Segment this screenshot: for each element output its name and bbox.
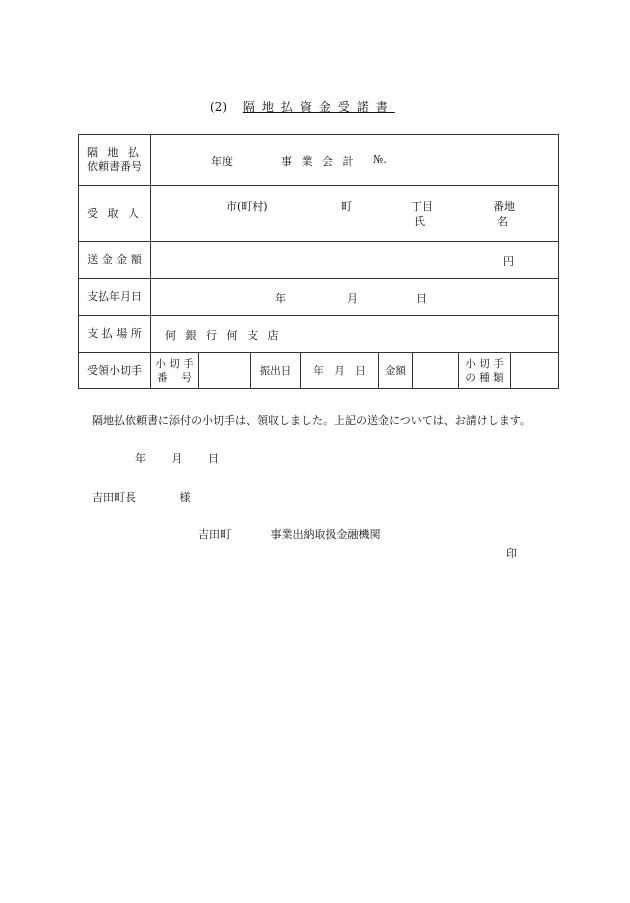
signature-year: 年: [135, 452, 146, 465]
row-remittance-amount: [79, 242, 559, 279]
check-number-label: 小 切 手 番 号: [151, 353, 199, 389]
request-number-field[interactable]: [151, 135, 559, 186]
fiscal-year-label: 年度: [211, 155, 233, 168]
amount-value[interactable]: [413, 353, 459, 389]
title-number: (2): [210, 100, 227, 114]
addressee-honorific: 様: [179, 491, 191, 504]
check-type-label: 小 切 手 の 種 類: [459, 353, 511, 389]
acceptance-form-table: [78, 134, 559, 389]
payment-date-field[interactable]: [151, 279, 559, 316]
label-payment-place: 支 払 場 所: [79, 316, 151, 353]
row-payment-date: [79, 279, 559, 316]
year-label: 年: [275, 292, 286, 305]
number-label: №.: [373, 153, 387, 166]
bank-branch-label: 何 銀 行 何 支 店: [165, 329, 282, 342]
check-type-value[interactable]: [511, 353, 559, 389]
institution-bank: 事業出納取扱金融機関: [270, 528, 381, 541]
payment-place-field[interactable]: [151, 316, 559, 353]
town-label: 町: [341, 200, 352, 213]
row-payment-place: [79, 316, 559, 353]
issue-date-value[interactable]: 年 月 日: [301, 353, 379, 389]
label-received-check: 受領小切手: [79, 353, 151, 389]
payee-field[interactable]: [151, 186, 559, 242]
remittance-amount-field[interactable]: [151, 242, 559, 279]
city-label: 市(町村): [226, 200, 268, 213]
surname-label: 氏: [414, 215, 425, 228]
issue-date-label: 振出日: [251, 353, 301, 389]
title-text: 隔地払資金受諾書: [242, 100, 395, 114]
acknowledgement-text: 隔地払依頼書に添付の小切手は、領収しました。上記の送金については、お請けします。: [92, 414, 531, 427]
day-label: 日: [416, 292, 427, 305]
document-title: [210, 98, 395, 115]
chome-label: 丁目: [411, 200, 433, 213]
label-remittance-amount: 送 金 金 額: [79, 242, 151, 279]
row-received-check: [79, 353, 559, 389]
yen-label: 円: [503, 255, 514, 268]
seal-mark: 印: [506, 547, 517, 560]
account-label: 事 業 会 計: [281, 155, 357, 168]
month-label: 月: [347, 292, 358, 305]
row-request-number: [79, 135, 559, 186]
banchi-label: 番地: [493, 200, 515, 213]
label-request-number: 隔 地 払 依頼書番号: [79, 135, 151, 186]
amount-label: 金額: [379, 353, 413, 389]
signature-month: 月: [171, 452, 183, 465]
institution-town: 吉田町: [198, 528, 231, 541]
label-payment-date: 支払年月日: [79, 279, 151, 316]
check-number-value[interactable]: [199, 353, 251, 389]
financial-institution: [198, 526, 381, 542]
row-payee: [79, 186, 559, 242]
signature-day: 日: [208, 452, 219, 465]
label-payee: 受 取 人: [79, 186, 151, 242]
addressee: [92, 489, 191, 505]
signature-date: [135, 450, 241, 466]
given-name-label: 名: [497, 215, 508, 228]
addressee-name: 吉田町長: [92, 491, 136, 504]
